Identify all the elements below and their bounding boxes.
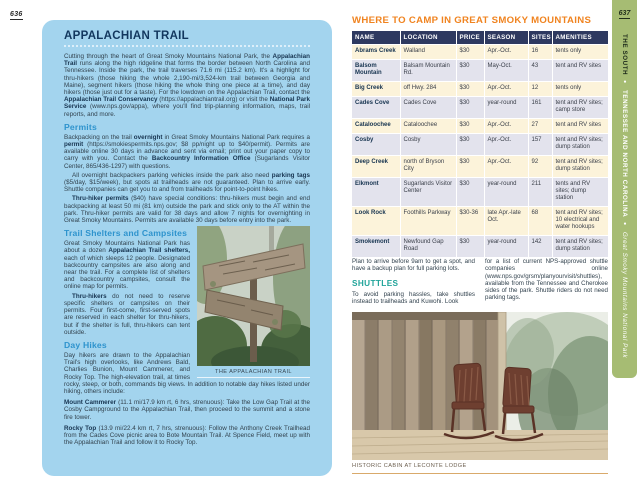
table-cell: Elkmont <box>352 178 400 207</box>
table-cell: $30 <box>456 45 484 60</box>
table-cell: Apr.-Oct. <box>484 119 528 134</box>
table-cell: Balsam Mountain Rd. <box>400 60 456 82</box>
table-cell: $30 <box>456 97 484 119</box>
table-cell: Walland <box>400 45 456 60</box>
table-row <box>352 156 608 178</box>
shuttles-text-1: To avoid parking hassles, take shuttles instead to trailheads and Kuwohi. Look <box>352 290 475 305</box>
column-header: NAME <box>352 31 400 45</box>
day-hikes-heading: Day Hikes <box>64 339 107 350</box>
spine-separator-dot: ● <box>622 221 628 228</box>
spine-separator-dot: ● <box>622 79 628 86</box>
table-cell: Cades Cove <box>400 97 456 119</box>
title-rule <box>64 45 310 47</box>
table-cell: $30 <box>456 178 484 207</box>
table-row <box>352 97 608 119</box>
table-row <box>352 134 608 156</box>
column-header: AMENITIES <box>552 31 608 45</box>
column-header: SITES <box>528 31 552 45</box>
table-cell: Apr.-Oct. <box>484 156 528 178</box>
camping-notes <box>352 258 608 305</box>
table-row <box>352 207 608 236</box>
table-row <box>352 236 608 258</box>
table-cell: year-round <box>484 178 528 207</box>
shelters-paragraph-2: Thru-hikers do not need to reserve specific shelters or campsites on their permits. Four first-come, first-served spots are reserved in each shelter for thru-hikers, but if the shelter is full, thru-hikers can tent outside. <box>64 292 190 336</box>
table-cell: Newfound Gap Road <box>400 236 456 258</box>
table-cell: May-Oct. <box>484 60 528 82</box>
table-body <box>352 45 608 258</box>
table-cell: Cosby <box>400 134 456 156</box>
table-cell: 43 <box>528 60 552 82</box>
table-cell: $30 <box>456 60 484 82</box>
table-cell: tent and RV sites <box>552 60 608 82</box>
table-cell: $30 <box>456 82 484 97</box>
table-cell: tent and RV sites; dump station <box>552 134 608 156</box>
shuttles-heading: SHUTTLES <box>352 278 399 288</box>
table-row <box>352 60 608 82</box>
left-page-panel <box>42 20 332 476</box>
cabin-photo-caption: HISTORIC CABIN AT LECONTE LODGE <box>352 463 608 474</box>
table-row <box>352 178 608 207</box>
table-cell: 68 <box>528 207 552 236</box>
table-row <box>352 119 608 134</box>
spine-part-label: THE SOUTH <box>621 34 628 76</box>
table-cell: Apr.-Oct. <box>484 134 528 156</box>
table-cell: tent and RV sites; dump station <box>552 156 608 178</box>
column-header: LOCATION <box>400 31 456 45</box>
day-hikes-paragraph: Day hikers are drawn to the Appalachian Trail's high overlooks, like Andrews Bald, Charlies Bunion, Mount Cammerer, and Rocky Top. The high-elevation trail, at times rocky, steep, or both, commands big views. In addition to notable day hikes listed under hiking, others include: <box>64 351 310 395</box>
table-header-row <box>352 31 608 45</box>
table-cell: 211 <box>528 178 552 207</box>
table-cell: Foothills Parkway <box>400 207 456 236</box>
spine-section-label: Great Smoky Mountains National Park <box>621 231 628 358</box>
page-title: APPALACHIAN TRAIL <box>64 30 189 42</box>
column-header: PRICE <box>456 31 484 45</box>
table-cell: Look Rock <box>352 207 400 236</box>
table-cell: $30 <box>456 119 484 134</box>
table-cell: year-round <box>484 236 528 258</box>
table-cell: tents only <box>552 45 608 60</box>
table-cell: Sugarlands Visitor Center <box>400 178 456 207</box>
table-cell: late Apr.-late Oct. <box>484 207 528 236</box>
campgrounds-table <box>352 31 608 257</box>
table-cell: 12 <box>528 82 552 97</box>
column-header: SEASON <box>484 31 528 45</box>
notes-column-2 <box>485 258 608 305</box>
permits-heading: Permits <box>64 121 97 132</box>
spine-text <box>612 34 637 374</box>
table-row <box>352 82 608 97</box>
table-cell: tent and RV sites <box>552 119 608 134</box>
table-cell: Cataloochee <box>352 119 400 134</box>
table-cell: Cosby <box>352 134 400 156</box>
table-cell: Smokemont <box>352 236 400 258</box>
chapter-sidebar <box>612 0 637 378</box>
permits-paragraph-2: All overnight backpackers parking vehicles inside the park also need parking tags ($5/day, $15/week), but spots at trailheads are not guaranteed. Plan to arrive early. Shuttle companies can get you to and from trailheads for point-to-point hikes. <box>64 171 310 194</box>
table-cell: tents only <box>552 82 608 97</box>
page-number-left: 636 <box>10 11 23 18</box>
table-cell: 142 <box>528 236 552 258</box>
table-cell: Apr.-Oct. <box>484 82 528 97</box>
table-cell: 157 <box>528 134 552 156</box>
trail-sign-figure <box>197 226 310 378</box>
table-cell: Abrams Creek <box>352 45 400 60</box>
table-row <box>352 45 608 60</box>
intro-paragraph: Cutting through the heart of Great Smoky Mountains National Park, the Appalachian Trail runs along the high ridgeline that forms the border between North Carolina and Tennessee. Inside the park, the trail traverses 71.6 mi (115.2 km). It's a highlight for thru-hikers (those hiking the whole 2,190-mi/3,524-km trail between Georgia and Maine), segment hikers (those hiking the whole thing one piece at a time), and day hikers (those just out for a taste). For the lowdown on the Appalachian Trail, contact the Appalachian Trail Conservancy (https://appalachiantrail.org) or visit the National Park Service (www.nps.gov/appa), where you'll find trip-planning information, maps, trail reports, and more. <box>64 53 310 118</box>
spine-chapter-label: TENNESSEE AND NORTH CAROLINA <box>621 89 628 218</box>
table-cell: 16 <box>528 45 552 60</box>
shelters-paragraph-1: Great Smoky Mountains National Park has about a dozen Appalachian Trail shelters, each of which sleeps 12 people. Designated backcountry campsites are also along and near the trail. For a complete list of shelters and backcountry campsites, consult the online map for permits. <box>64 240 190 291</box>
table-cell: $30 <box>456 156 484 178</box>
table-cell: north of Bryson City <box>400 156 456 178</box>
permits-paragraph-1: Backpacking on the trail overnight in Great Smoky Mountains National Park requires a permit (https://smokiespermits.nps.gov; $8 pp/night up to $40/permit). Permits are available online 30 days in advance and sent via email; print out your paper copy to carry with you. Contact the Backcountry Information Office (Sugarlands Visitor Center, 865/436-1297) with questions. <box>64 133 311 170</box>
table-cell: Big Creek <box>352 82 400 97</box>
appalachian-trail-photo <box>197 226 310 366</box>
camping-table-title: WHERE TO CAMP IN GREAT SMOKY MOUNTAINS <box>352 15 592 26</box>
table-cell: tents and RV sites; dump station <box>552 178 608 207</box>
hike-mount-cammerer: Mount Cammerer (11.1 mi/17.9 km rt, 6 hrs, strenuous): Take the Low Gap Trail at the Cosby Campground to the Appalachian Trail, then proceed to the summit and a stone fire tower. <box>64 399 310 421</box>
table-cell: $30 <box>456 236 484 258</box>
table-cell: tent and RV sites; dump station <box>552 236 608 258</box>
leconte-lodge-photo <box>352 312 608 460</box>
shelters-heading: Trail Shelters and Campsites <box>64 228 188 239</box>
table-cell: Apr.-Oct. <box>484 45 528 60</box>
notes-column-1 <box>352 258 475 305</box>
arrival-note: Plan to arrive before 9am to get a spot, and have a backup plan for full parking lots. <box>352 258 475 273</box>
table-cell: tent and RV sites; camp store <box>552 97 608 119</box>
table-cell: Deep Creek <box>352 156 400 178</box>
hike-rocky-top: Rocky Top (13.9 mi/22.4 km rt, 7 hrs, strenuous): Follow the Anthony Creek Trailhead from the Cades Cove picnic area to Bote Mountain Trail. At Spence Field, meet up with the Appalachian Trail and follow it to Rocky Top. <box>64 424 310 447</box>
table-cell: 92 <box>528 156 552 178</box>
table-cell: off Hwy. 284 <box>400 82 456 97</box>
shuttles-text-2: for a list of current NPS-approved shuttle companies online (www.nps.gov/grsm/planyourvisit/shuttles), available from the Tennessee and Cherokee sides of the park. Shuttle riders do not need parking tags. <box>485 258 608 302</box>
table-cell: Cades Cove <box>352 97 400 119</box>
table-cell: 27 <box>528 119 552 134</box>
table-cell: tent and RV sites; 10 electrical and water hookups <box>552 207 608 236</box>
table-cell: Balsom Mountain <box>352 60 400 82</box>
table-cell: Cataloochee <box>400 119 456 134</box>
table-cell: $30 <box>456 134 484 156</box>
table-cell: 161 <box>528 97 552 119</box>
table-cell: $30-36 <box>456 207 484 236</box>
page-number-right: 637 <box>618 10 631 17</box>
trail-photo-caption: THE APPALACHIAN TRAIL <box>197 366 310 378</box>
table-cell: year-round <box>484 97 528 119</box>
permits-paragraph-3: Thru-hiker permits ($40) have special conditions: thru-hikers must begin and end backpacking at least 50 mi (81 km) outside the park and stick only to the AT within the park. Thru-hiker permits are valid for 38 days and allow 7 nights for overnighting in Great Smoky Mountains. Permits are available 30 days before entry into the park. <box>64 195 310 225</box>
